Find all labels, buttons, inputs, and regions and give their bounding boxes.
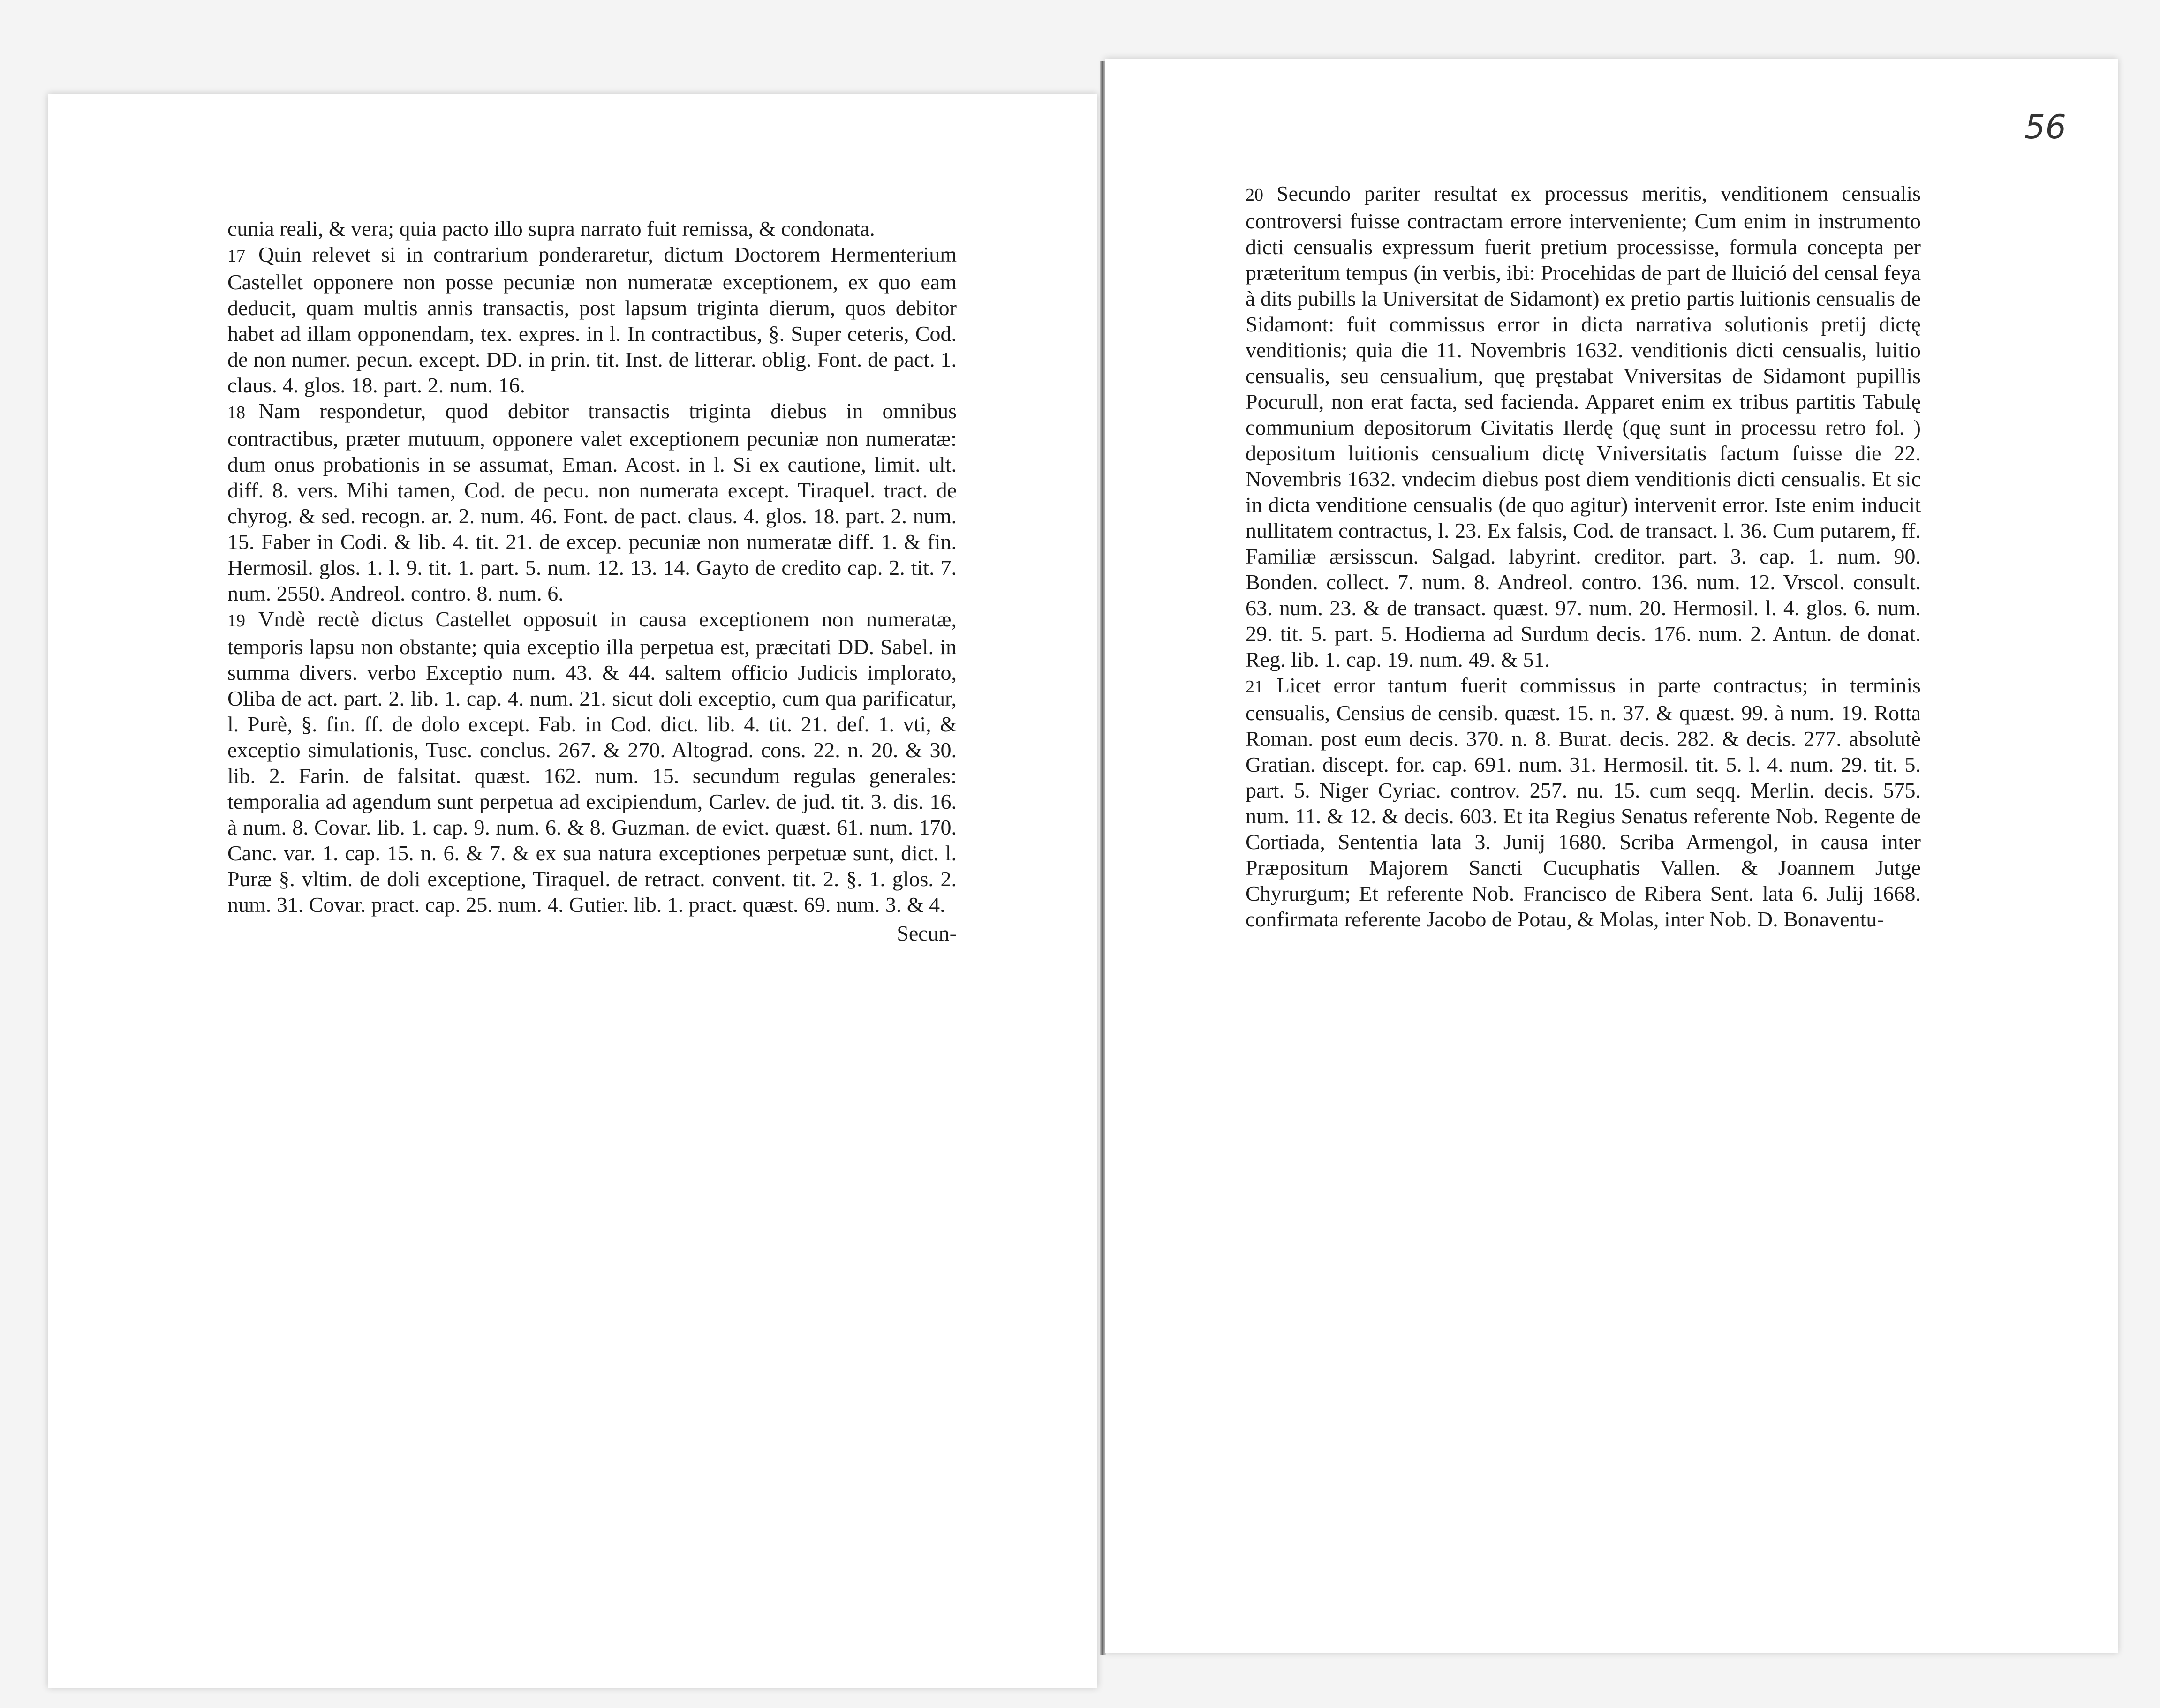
paragraph-number: 21 <box>1246 677 1263 697</box>
catchword: Secun- <box>897 921 957 945</box>
paragraph-text: cunia reali, & vera; quia pacto illo supra narrato fuit remissa, & condonata. <box>227 217 875 241</box>
right-page <box>1105 59 2118 1653</box>
left-page <box>48 94 1097 1688</box>
right-text-block <box>1246 181 1921 932</box>
paragraph-text: Nam respondetur, quod debitor transactis triginta diebus in omnibus contractibus, præter mutuum, opponere valet exceptionem pecuniæ non numeratæ: dum onus probationis in se assumat, Eman. Acost. in l. Si ex cautione, limit. ult. diff. 8. vers. Mihi tamen, Cod. de pecu. non numerata except. Tiraquel. tract. de chyrog. & sed. recogn. ar. 2. num. 46. Font. de pact. claus. 4. glos. 18. part. 2. num. 15. Faber in Codi. & lib. 4. tit. 21. de excep. pecuniæ non numeratæ diff. 1. & fin. Hermosil. glos. 1. l. 9. tit. 1. part. 5. num. 12. 13. 14. Gayto de credito cap. 2. tit. 7. num. 2550. Andreol. contro. 8. num. 6. <box>227 399 957 605</box>
left-text-block <box>227 216 957 946</box>
paragraph-text: Licet error tantum fuerit commissus in parte contractus; in terminis censualis, Censius de censib. quæst. 15. n. 37. & quæst. 99. à num. 19. Rotta Roman. post eum decis. 370. n. 8. Burat. decis. 282. & decis. 277. absolutè Gratian. discept. for. cap. 691. num. 31. Hermosil. tit. 5. l. 4. num. 29. tit. 5. part. 5. Niger Cyriac. controv. 257. nu. 15. cum seqq. Merlin. decis. 575. num. 11. & 12. & decis. 603. Et ita Regius Senatus referente Nob. Regente de Cortiada, Sententia lata 3. Junij 1680. Scriba Armengol, in causa inter Præpositum Majorem Sancti Cucuphatis Vallen. & Joannem Jutge Chyrurgum; Et referente Nob. Francisco de Ribera Sent. lata 6. Julij 1668. confirmata referente Jacobo de Potau, & Molas, inter Nob. D. Bonaventu- <box>1246 673 1921 931</box>
paragraph <box>227 606 957 918</box>
paragraph <box>227 398 957 606</box>
paragraph-text: Quin relevet si in contrarium ponderaretur, dictum Doctorem Hermenterium Castellet opponere non posse pecuniæ non numeratæ exceptionem, ex quo eam deducit, quam multis annis transactis, post lapsum triginta dierum, quos debitor habet ad illam opponendam, tex. expres. in l. In contractibus, §. Super ceteris, Cod. de non numer. pecun. except. DD. in prin. tit. Inst. de litterar. oblig. Font. de pact. 1. claus. 4. glos. 18. part. 2. num. 16. <box>227 242 957 397</box>
paragraph-number: 17 <box>227 246 245 266</box>
paragraph-number: 20 <box>1246 185 1263 205</box>
folio-number: 56 <box>2024 108 2066 146</box>
paragraph-number: 19 <box>227 611 245 631</box>
paragraph-text: Secundo pariter resultat ex processus meritis, venditionem censualis controversi fuisse contractam errore interveniente; Cum enim in instrumento dicti censualis expressum fuerit pretium processisse, formula concepta per præteritum tempus (in verbis, ibi: Procehidas de part de lluició del censal feya à dits pubills la Universitat de Sidamont) ex pretio partis luitionis censualis de Sidamont: fuit commissus error in dicta narrativa solutionis pretij dictę venditionis; quia die 11. Novembris 1632. venditionis dicti censualis, luitio censualis, seu censualium, quę pręstabat Vniversitas de Sidamont pupillis Pocurull, non erat facta, sed facienda. Apparet enim ex tribus partitis Tabulę communium depositorum Civitatis Ilerdę (quę sunt in processu retro fol. ) depositum luitionis censualium dictę Vniversitatis factum fuisse die 22. Novembris 1632. vndecim diebus post diem venditionis dicti censualis. Et sic in dicta venditione censualis (de quo agitur) intervenit error. Iste enim inducit nullitatem contractus, l. 23. Ex falsis, Cod. de transact. l. 36. Cum putarem, ff. Familiæ ærsisscun. Salgad. labyrint. creditor. part. 3. cap. 1. num. 90. Bonden. collect. 7. num. 8. Andreol. contro. 136. num. 12. Vrscol. consult. 63. num. 23. & de transact. quæst. 97. num. 20. Hermosil. l. 4. glos. 6. num. 29. tit. 5. part. 5. Hodierna ad Surdum decis. 176. num. 2. Antun. de donat. Reg. lib. 1. cap. 19. num. 49. & 51. <box>1246 181 1921 671</box>
paragraph <box>1246 672 1921 932</box>
paragraph <box>227 241 957 398</box>
paragraph-text: Vndè rectè dictus Castellet opposuit in causa exceptionem non numeratæ, temporis lapsu non obstante; quia exceptio illa perpetua est, præcitati DD. Sabel. in summa divers. verbo Exceptio num. 43. & 44. saltem officio Judicis implorato, Oliba de act. part. 2. lib. 1. cap. 4. num. 21. sicut doli exceptio, cum qua parificatur, l. Purè, §. fin. ff. de dolo except. Fab. in Cod. dict. lib. 4. tit. 21. def. 1. vti, & exceptio simulationis, Tusc. conclus. 267. & 270. Altograd. cons. 22. n. 20. & 30. lib. 2. Farin. de falsitat. quæst. 162. num. 15. secundum regulas generales: temporalia ad agendum sunt perpetua ad excipiendum, Carlev. de jud. tit. 3. dis. 16. à num. 8. Covar. lib. 1. cap. 9. num. 6. & 8. Guzman. de evict. quæst. 61. num. 170. Canc. var. 1. cap. 15. n. 6. & 7. & ex sua natura exceptiones perpetuæ sunt, dict. l. Puræ §. vltim. de doli exceptione, Tiraquel. de retract. convent. tit. 2. §. 1. glos. 2. num. 31. Covar. pract. cap. 25. num. 4. Gutier. lib. 1. pract. quæst. 69. num. 3. & 4. <box>227 607 957 917</box>
paragraph <box>1246 181 1921 672</box>
paragraph <box>227 216 957 241</box>
paragraph-number: 18 <box>227 403 245 422</box>
